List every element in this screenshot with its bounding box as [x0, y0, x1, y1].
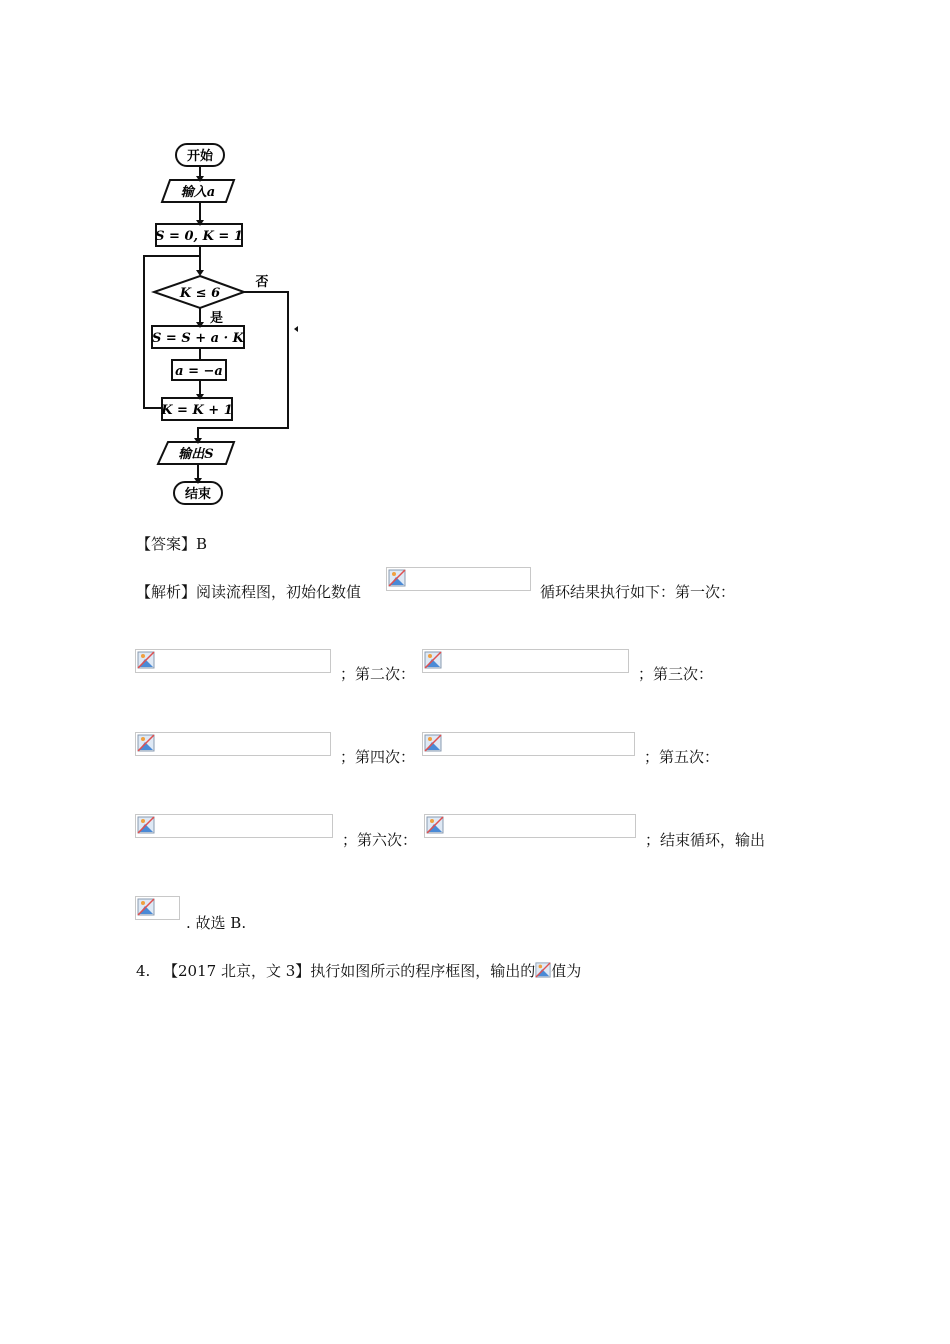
analysis-end-loop: ；结束循环，输出 — [645, 831, 766, 849]
formula-image-second — [422, 649, 629, 673]
analysis-sixth: ；第六次： — [342, 831, 418, 849]
flow-condition-label: K ≤ 6 — [179, 286, 221, 301]
question4-text — [163, 961, 581, 981]
question4-number: 4. — [136, 962, 151, 980]
flowchart-figure — [130, 130, 310, 510]
broken-image-icon — [137, 898, 155, 916]
flow-no-label: 否 — [255, 275, 269, 290]
formula-image-fourth — [422, 732, 635, 756]
broken-image-icon — [388, 569, 406, 587]
flow-end-label: 结束 — [184, 487, 212, 502]
flow-init-label: S = 0, K = 1 — [155, 229, 243, 244]
analysis-conclusion: . 故选 B. — [186, 914, 247, 932]
answer-line: 【答案】B — [136, 535, 208, 553]
flow-step2-label: a = −a — [175, 364, 223, 379]
flow-start-label: 开始 — [186, 149, 214, 164]
broken-image-icon — [424, 734, 442, 752]
formula-image-sixth — [424, 814, 636, 838]
flow-step1-label: S = S + a · K — [152, 331, 244, 346]
analysis-fifth: ；第五次： — [644, 748, 720, 766]
broken-image-icon — [137, 651, 155, 669]
flow-input-label: 输入a — [180, 185, 216, 200]
formula-image-init — [386, 567, 531, 591]
broken-image-icon — [424, 651, 442, 669]
formula-image-fifth — [135, 814, 333, 838]
analysis-second: ；第二次： — [340, 665, 416, 683]
question4-text-before: 【2017 北京，文 3】执行如图所示的程序框图，输出的 — [163, 962, 536, 980]
formula-image-third — [135, 732, 331, 756]
analysis-third: ；第三次： — [638, 665, 714, 683]
formula-image-first — [135, 649, 331, 673]
flow-output-label: 输出S — [178, 447, 214, 462]
flow-yes-label: 是 — [210, 311, 224, 326]
broken-image-icon — [426, 816, 444, 834]
analysis-after-init: 循环结果执行如下：第一次： — [540, 583, 736, 601]
broken-image-icon — [137, 816, 155, 834]
broken-image-icon — [535, 961, 551, 979]
analysis-fourth: ；第四次： — [340, 748, 416, 766]
flow-step3-label: K = K + 1 — [161, 403, 233, 418]
analysis-intro: 【解析】阅读流程图，初始化数值 — [136, 583, 362, 601]
formula-image-output — [135, 896, 180, 920]
broken-image-icon — [137, 734, 155, 752]
question4-text-after: 值为 — [551, 962, 582, 980]
